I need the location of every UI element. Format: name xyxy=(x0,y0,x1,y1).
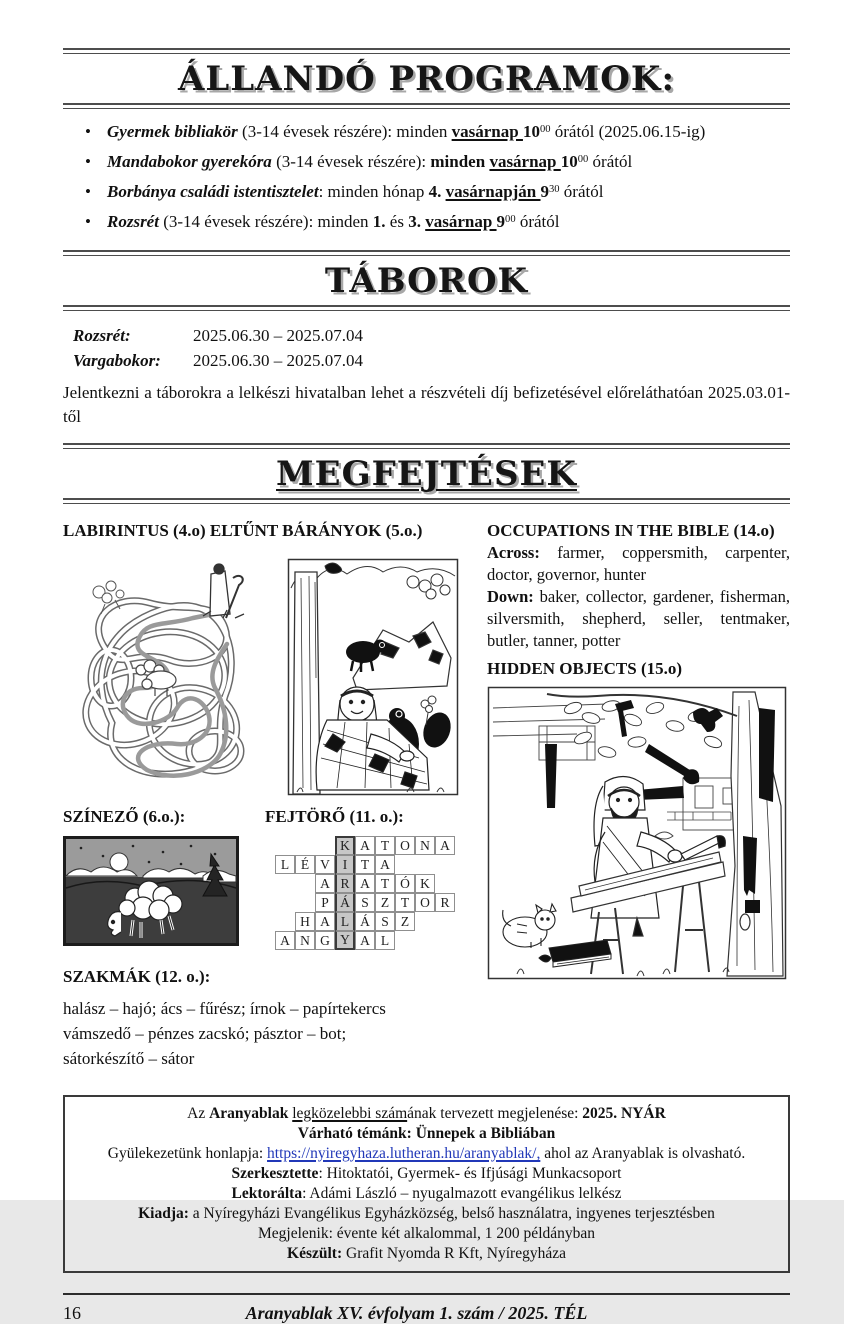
crossword-cell: A xyxy=(435,836,455,855)
labirintus-heading: LABIRINTUS (4.o) ELTŰNT BÁRÁNYOK (5.o.) xyxy=(63,521,423,540)
szakmak-line: vámszedő – pénzes zacskó; pásztor – bot; xyxy=(63,1024,347,1043)
crossword-cell: G xyxy=(315,931,335,950)
hidden-objects-illustration xyxy=(487,686,787,980)
down-label: Down: xyxy=(487,587,534,606)
crossword-cell: A xyxy=(315,912,335,931)
divider-top xyxy=(63,48,790,54)
crossword-cell: V xyxy=(315,855,335,874)
program-item: • Mandabokor gyerekóra (3-14 évesek részére): minden vasárnap $10^{00}$ órától xyxy=(107,148,790,178)
moon xyxy=(110,853,128,871)
crossword-cell: Z xyxy=(395,912,415,931)
program-item: • Gyermek bibliakör (3-14 évesek részére): minden vasárnap $10^{00}$ órától (2025.06.15-ig) xyxy=(107,118,790,148)
crossword-cell: N xyxy=(295,931,315,950)
crossword-cell: L xyxy=(275,855,295,874)
occupations-heading: OCCUPATIONS IN THE BIBLE (14.o) xyxy=(487,521,775,540)
page-number: 16 xyxy=(63,1303,81,1323)
crossword-cell: P xyxy=(315,893,335,912)
crossword-cell: T xyxy=(395,893,415,912)
crossword-cell: Á xyxy=(335,893,355,912)
website-link[interactable]: https://nyiregyhaza.lutheran.hu/aranyablak/, xyxy=(267,1145,541,1162)
crossword-cell: A xyxy=(355,931,375,950)
crossword-cell: T xyxy=(355,855,375,874)
journal-footer-line: Aranyablak XV. évfolyam 1. szám / 2025. TÉL xyxy=(245,1303,588,1323)
crossword-cell: O xyxy=(395,836,415,855)
crossword-cell: T xyxy=(375,836,395,855)
camp-name: Vargabokor: xyxy=(73,351,161,370)
footer-divider xyxy=(63,1293,790,1295)
infobox-line: Szerkesztette: Hitoktatói, Gyermek- és Ifjúsági Munkacsoport xyxy=(231,1165,622,1182)
camp-row xyxy=(63,348,790,373)
infobox-line: Megjelenik: évente két alkalommal, 1 200 példányban xyxy=(257,1225,596,1242)
across-answers: farmer, coppersmith, carpenter, doctor, governor, hunter xyxy=(487,543,790,584)
crossword-cell: Z xyxy=(375,893,395,912)
infobox-line: Készült: Grafit Nyomda R Kft, Nyíregyháza xyxy=(287,1245,566,1262)
crossword-cell: K xyxy=(335,836,355,855)
divider xyxy=(63,498,790,504)
crossword-cell: T xyxy=(375,874,395,893)
crossword-cell: K xyxy=(415,874,435,893)
crossword-cell: S xyxy=(375,912,395,931)
crossword-cell: L xyxy=(375,931,395,950)
hidden-plank xyxy=(759,708,775,802)
camps-table xyxy=(63,323,790,373)
camp-row xyxy=(63,323,790,348)
section-title-camps: TÁBOROK xyxy=(324,261,529,301)
infobox-line: Az Aranyablak legközelebbi számának tervezett megjelenése: 2025. NYÁR xyxy=(187,1105,666,1122)
divider xyxy=(63,103,790,109)
section-title-programs: ÁLLANDÓ PROGRAMOK: xyxy=(177,59,676,99)
crossword-cell: L xyxy=(335,912,355,931)
szinezo-heading: SZÍNEZŐ (6.o.): xyxy=(63,807,186,826)
crossword-cell: A xyxy=(375,855,395,874)
crossword-cell: Á xyxy=(355,912,375,931)
hidden-chisel xyxy=(545,744,557,808)
crossword-cell: Y xyxy=(335,931,355,950)
camp-dates: 2025.06.30 – 2025.07.04 xyxy=(193,326,363,345)
down-answers: baker, collector, gardener, fisherman, silversmith, shepherd, seller, tentmaker, butler, tanner, potter xyxy=(487,587,790,650)
fejtoro-heading: FEJTÖRŐ (11. o.): xyxy=(265,807,404,826)
crossword-cell: A xyxy=(355,874,375,893)
crossword-cell: H xyxy=(295,912,315,931)
labyrinth-illustration xyxy=(75,558,253,782)
occupations-across xyxy=(487,542,790,586)
crossword-cell: I xyxy=(335,855,355,874)
crossword-cell: Ó xyxy=(395,874,415,893)
crossword-cell: A xyxy=(315,874,335,893)
crossword-grid xyxy=(275,836,455,950)
crossword-cell: É xyxy=(295,855,315,874)
divider xyxy=(63,443,790,449)
crossword-cell: A xyxy=(275,931,295,950)
hidden-objects-heading: HIDDEN OBJECTS (15.o) xyxy=(487,659,683,678)
crossword-cell: S xyxy=(355,893,375,912)
divider xyxy=(63,305,790,311)
crossword-cell: N xyxy=(415,836,435,855)
section-title-solutions: MEGFEJTÉSEK xyxy=(276,454,577,494)
coloring-picture-sheep xyxy=(63,836,239,946)
infobox-line: Gyülekezetünk honlapja: https://nyiregyhaza.lutheran.hu/aranyablak/, ahol az Aranyablak is olvasható. xyxy=(107,1145,746,1162)
szakmak-heading: SZAKMÁK (12. o.): xyxy=(63,967,211,986)
camp-name: Rozsrét: xyxy=(73,326,131,345)
hidden-saw xyxy=(743,836,757,896)
infobox-line: Várható témánk: Ünnepek a Bibliában xyxy=(297,1125,556,1142)
publication-infobox xyxy=(63,1095,790,1273)
szakmak-line: halász – hajó; ács – fűrész; írnok – papírtekercs xyxy=(63,999,386,1018)
programs-list xyxy=(63,118,790,238)
szakmak-answers xyxy=(63,996,475,1071)
lost-sheep-illustration xyxy=(287,558,459,796)
camps-note: Jelentkezni a táborokra a lelkészi hivatalban lehet a részvételi díj befizetésével előreláthatóan 2025.03.01-től xyxy=(63,383,790,426)
crossword-cell: R xyxy=(435,893,455,912)
program-item: • Borbánya családi istentisztelet: minden hónap 4. vasárnapján $9^{30}$ órától xyxy=(107,178,790,208)
occupations-down xyxy=(487,586,790,652)
camp-dates: 2025.06.30 – 2025.07.04 xyxy=(193,351,363,370)
across-label: Across: xyxy=(487,543,540,562)
szakmak-line: sátorkészítő – sátor xyxy=(63,1049,195,1068)
divider xyxy=(63,250,790,256)
program-item: • Rozsrét (3-14 évesek részére): minden 1. és 3. vasárnap $9^{00}$ órától xyxy=(107,208,790,238)
crossword-cell: O xyxy=(415,893,435,912)
hidden-box xyxy=(745,900,760,913)
crossword-cell: R xyxy=(335,874,355,893)
infobox-line: Lektorálta: Adámi László – nyugalmazott evangélikus lelkész xyxy=(231,1185,622,1202)
infobox-line: Kiadja: a Nyíregyházi Evangélikus Egyházközség, belső használatra, ingyenes terjesztésben xyxy=(138,1205,715,1222)
crossword-cell: A xyxy=(355,836,375,855)
